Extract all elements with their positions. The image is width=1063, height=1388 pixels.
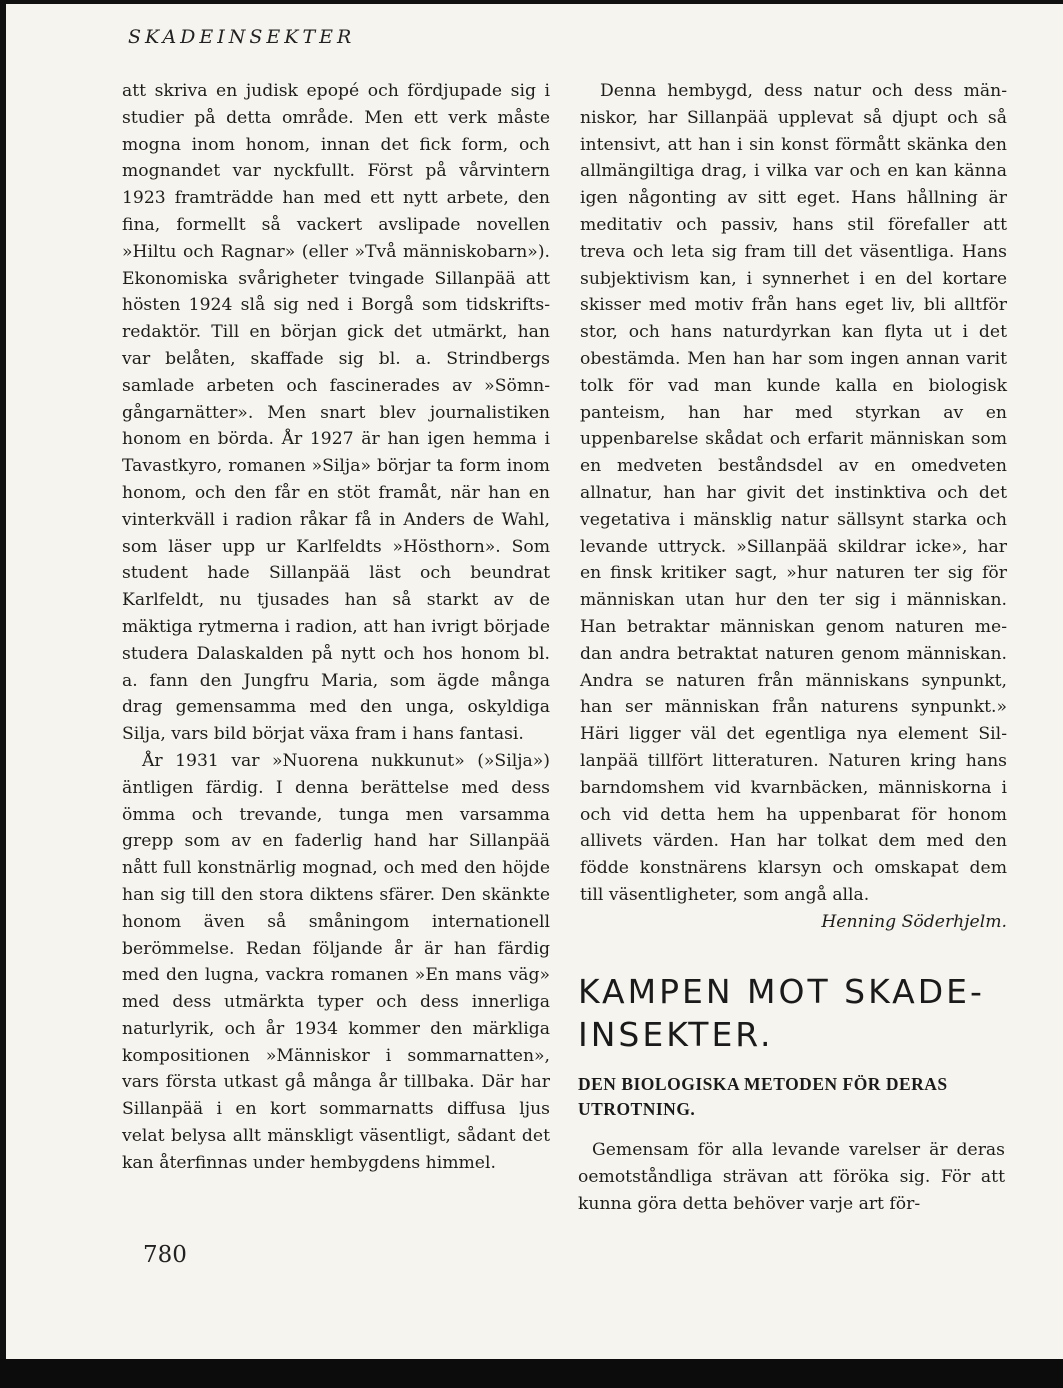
scan-edge-bottom <box>0 1359 1063 1388</box>
left-paragraph-1: att skriva en judisk epopé och fördjupade sig i studier på detta område. Men ett verk måste mogna inom honom, innan det fick form, och mognandet var nyckfullt. Först på vårvintern 1923 framträdde han med ett nytt arbete, den fina, formellt så vackert avslipade novellen »Hiltu och Ragnar» (eller »Två människobarn»). Ekonomiska svårigheter tvingade Sillanpää att hösten 1924 slå sig ned i Borgå som tidskriftsredaktör. Till en början gick det utmärkt, han var belåten, skaffade sig bl. a. Strindbergs samlade arbeten och fascinerades av »Sömngångarnätter». Men snart blev journalistiken honom en börda. År 1927 är han igen hemma i Tavastkyro, romanen »Silja» börjar ta form inom honom, och den får en stöt framåt, när han en vinterkväll i radion råkar få in Anders de Wahl, som läser upp ur Karlfeldts »Hösthorn». Som student hade Sillanpää läst och beundrat Karlfeldt, nu tjusades han så starkt av de mäktiga rytmerna i radion, att han ivrigt började studera Dalaskalden på nytt och hos honom bl. a. fann den Jungfru Maria, som ägde många drag gemensamma med den unga, oskyldiga Silja, vars bild börjat växa fram i hans fantasi. <box>122 81 550 745</box>
author-signature: Henning Söderhjelm. <box>821 911 1007 932</box>
article-subtitle: DEN BIOLOGISKA METODEN FÖR DERAS UTROTNING. <box>578 1074 948 1119</box>
page-number: 780 <box>143 1242 187 1268</box>
right-paragraph-1: Denna hembygd, dess natur och dess människor, har Sillanpää upplevat så djupt och så intensivt, att han i sin konst förmått skänka den allmängiltiga drag, i vilka var och en kan känna igen någonting av sitt eget. Hans hållning är meditativ och passiv, hans stil förefaller att treva och leta sig fram till det väsentliga. Hans subjektivism kan, i synnerhet i en del kortare skisser med motiv från hans eget liv, bli alltför stor, och hans naturdyrkan kan flyta ut i det obestämda. Men han har som ingen annan varit tolk för vad man kunde kalla en biologisk panteism, han har med styrkan av en uppenbarelse skådat och erfarit människan som en medveten beståndsdel av en omedveten allnatur, han har givit det instinktiva och det vegetativa i mänsklig natur sällsynt starka och levande uttryck. »Sillanpää skildrar icke», har en finsk kritiker sagt, »hur naturen ter sig för människan utan hur den ter sig i människan. Han betraktar människan genom naturen medan andra betraktat naturen genom människan. Andra se naturen från människans synpunkt, han ser människan från naturens synpunkt.» Häri ligger väl det egentliga nya element Sillanpää tillfört litteraturen. Naturen kring hans barndomshem vid kvarnbäcken, människorna i och vid detta hem ha uppenbarat för honom allivets värden. Han har tolkat dem med den födde konstnärens klarsyn och omskapat dem till väsentligheter, som angå alla. <box>580 81 1007 905</box>
left-column <box>122 78 550 1177</box>
article-title: KAMPEN MOT SKADEINSEKTER. <box>578 972 982 1054</box>
running-head: SKADEINSEKTER <box>128 26 356 48</box>
right-column <box>580 78 1007 936</box>
left-paragraph-2: År 1931 var »Nuorena nukkunut» (»Silja») äntligen färdig. I denna berättelse med dess ömma och trevande, tunga men varsamma grepp som av en faderlig hand har Sillanpää nått full konstnärlig mognad, och med den höjde han sig till den stora diktens sfärer. Den skänkte honom även så småningom internationell berömmelse. Redan följande år är han färdig med den lugna, vackra romanen »En mans väg» med dess utmärkta typer och dess innerliga naturlyrik, och år 1934 kommer den märkliga kompositionen »Människor i sommarnatten», vars första utkast gå många år tillbaka. Där har Sillanpää i en kort sommarnatts diffusa ljus velat belysa allt mänskligt väsentligt, sådant det kan återfinnas under hembygdens himmel. <box>122 750 550 1173</box>
scan-edge-left <box>0 0 6 1388</box>
scan-edge-top <box>0 0 1063 4</box>
article-body: Gemensam för alla levande varelser är deras oemotståndliga strävan att föröka sig. För att kunna göra detta behöver varje art för- <box>578 1140 1005 1214</box>
